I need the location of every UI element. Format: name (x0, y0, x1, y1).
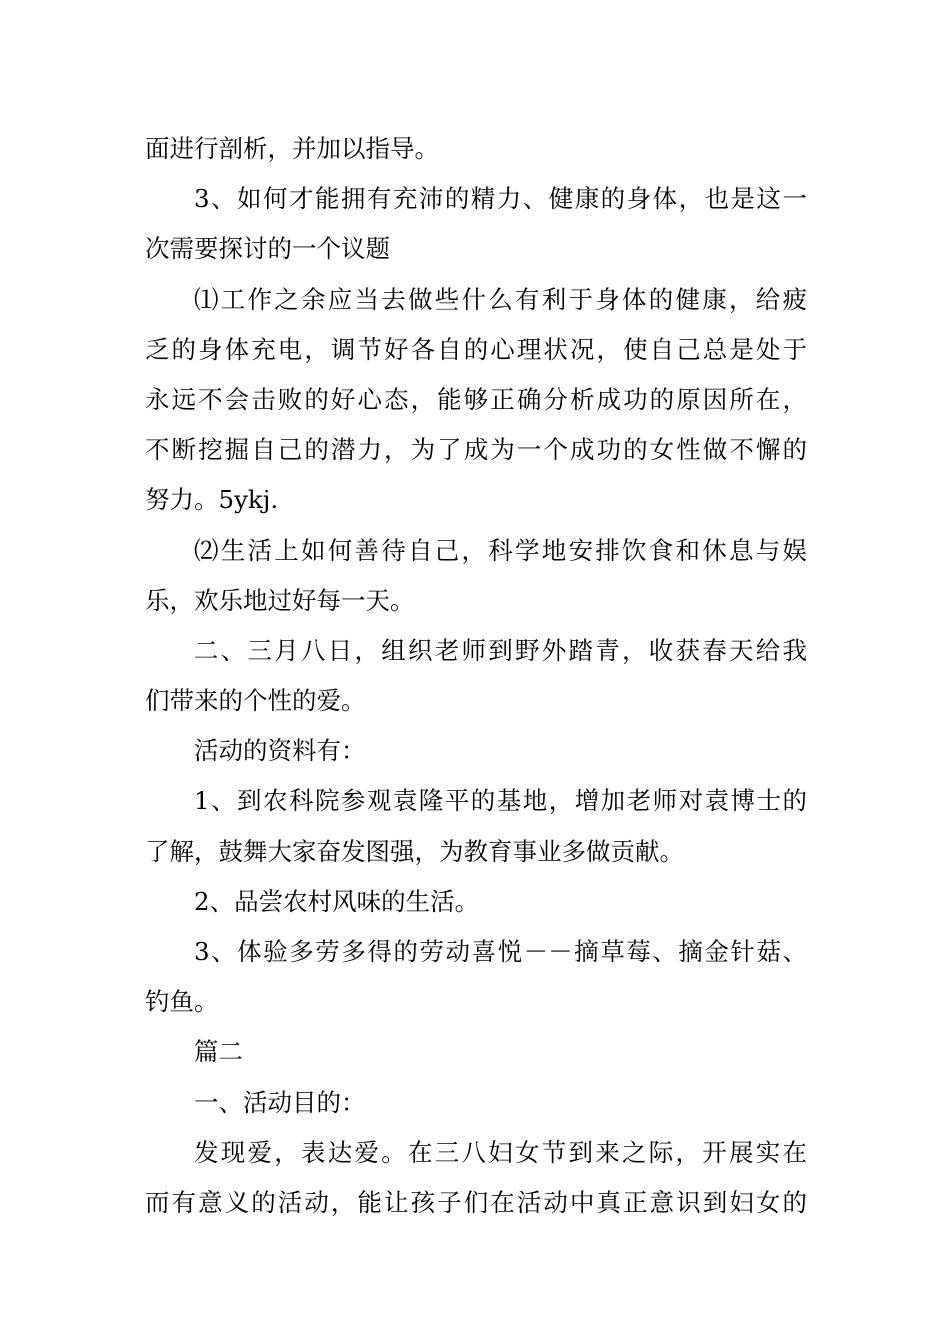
text-line: 1、到农科院参观袁隆平的基地，增加老师对袁博士的 (194, 786, 807, 816)
text-line: 2、品尝农村风味的生活。 (194, 886, 480, 916)
text-line: 发现爱，表达爱。在三八妇女节到来之际，开展实在 (194, 1137, 807, 1167)
text-line: 篇二 (194, 1037, 243, 1067)
text-line: 二、三月八日，组织老师到野外踏青，收获春天给我 (194, 635, 807, 665)
text-line: ⑴工作之余应当去做些什么有利于身体的健康，给疲 (194, 284, 807, 314)
text-line: ⑵生活上如何善待自己，科学地安排饮食和休息与娱 (194, 535, 807, 565)
text-line: 乐，欢乐地过好每一天。 (145, 585, 415, 615)
text-line: 活动的资料有： (194, 736, 366, 766)
text-line: 永远不会击败的好心态，能够正确分析成功的原因所在， (145, 384, 807, 414)
text-line: 乏的身体充电，调节好各自的心理状况，使自己总是处于 (145, 334, 807, 364)
text-line: 不断挖掘自己的潜力，为了成为一个成功的女性做不懈的 (145, 435, 807, 465)
text-line: 而有意义的活动，能让孩子们在活动中真正意识到妇女的 (145, 1187, 807, 1217)
text-line: 次需要探讨的一个议题 (145, 234, 390, 264)
text-line: 钓鱼。 (145, 987, 219, 1017)
text-line: 一、活动目的： (194, 1087, 366, 1117)
text-line: 们带来的个性的爱。 (145, 686, 366, 716)
text-line: 努力。5ykj. (145, 485, 279, 515)
text-line: 3、如何才能拥有充沛的精力、健康的身体，也是这一 (194, 184, 807, 214)
document-body (145, 124, 807, 1228)
text-line: 3、体验多劳多得的劳动喜悦－－摘草莓、摘金针菇、 (194, 937, 807, 966)
text-line: 了解，鼓舞大家奋发图强，为教育事业多做贡献。 (145, 836, 684, 866)
text-line: 面进行剖析，并加以指导。 (145, 134, 439, 163)
